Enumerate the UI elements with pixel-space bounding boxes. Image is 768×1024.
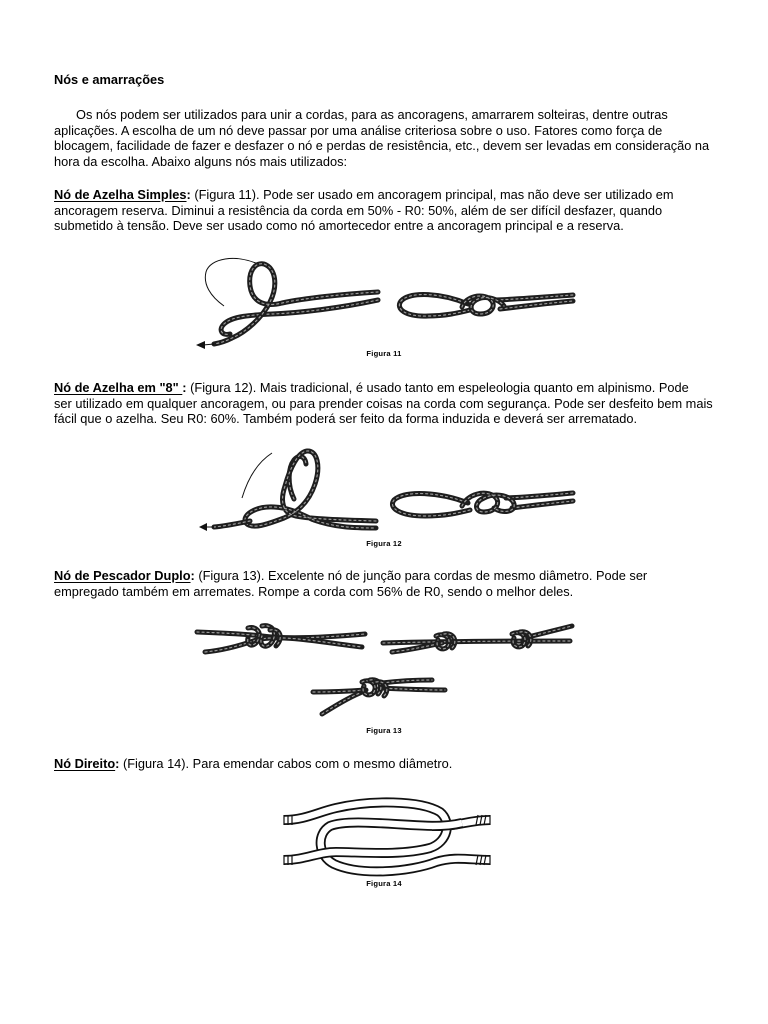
section-pescador-duplo — [54, 568, 647, 599]
section-first-line — [54, 380, 713, 396]
azelha-em-8-finished-drawing — [392, 493, 573, 516]
paragraph-line: ser utilizado em qualquer ancoragem, ou para prender coisas na corda com segurança. Pode ser desfeito bem mais — [54, 395, 713, 411]
knot-name: Nó de Azelha Simples — [54, 187, 187, 202]
square-knot-drawing — [284, 802, 490, 871]
section-first-line — [54, 756, 452, 772]
arrow-head — [199, 523, 207, 531]
cord-crossing-core — [432, 823, 462, 826]
knot-name: Nó de Pescador Duplo — [54, 568, 191, 583]
section-text: (Figura 13). Excelente nó de junção para cordas de mesmo diâmetro. Pode ser — [194, 568, 648, 583]
pescador-duplo-tightened-drawing — [383, 626, 572, 652]
pescador-duplo-loose-drawing — [197, 626, 365, 652]
figure-13-pescador-duplo-illustration — [0, 618, 768, 720]
section-text: (Figura 11). Pode ser usado em ancoragem principal, mas não deve ser utilizado em — [190, 187, 674, 202]
azelha-simples-tying-drawing — [196, 258, 378, 349]
paragraph-line: empregado também em arremates. Rompe a corda com 56% de R0, sendo o melhor deles. — [54, 583, 574, 599]
knot-name-colon: : — [115, 756, 120, 771]
knot-name-colon: : — [186, 187, 191, 202]
paragraph-line: hora da escolha. Abaixo alguns nós mais utilizados: — [54, 153, 348, 169]
section-azelha-simples — [54, 187, 674, 234]
pescador-duplo-detail-drawing — [313, 680, 445, 714]
knot-name-colon: : — [182, 380, 187, 395]
figure-11-azelha-simples-illustration — [0, 250, 768, 350]
figure-12-caption: Figura 12 — [366, 539, 402, 548]
rope-strand — [245, 451, 376, 528]
intro-paragraph — [54, 107, 709, 169]
paragraph-line: submetido à tensão. Deve ser usado como nó amortecedor entre a ancoragem principal e a reserva. — [54, 218, 624, 234]
guide-line — [242, 453, 272, 498]
paragraph-line: ancoragem reserva. Diminui a resistência da corda em 50% - R0: 50%, além de ser difícil desfazer, quando — [54, 202, 663, 218]
rope-strand — [383, 641, 570, 643]
section-text: (Figura 14). Para emendar cabos com o mesmo diâmetro. — [119, 756, 453, 771]
knot-name: Nó Direito — [54, 756, 116, 771]
paragraph-line: blocagem, facilidade de fazer e desfazer o nó e perdas de resistência, etc., devem ser levadas em consideração na — [54, 138, 710, 154]
paragraph-line: aplicações. A escolha de um nó deve passar por uma análise criteriosa sobre o uso. Fatores como força de — [54, 122, 663, 138]
figure-12-azelha-em-8-illustration — [0, 445, 768, 540]
paragraph-line: Os nós podem ser utilizados para unir a cordas, para as ancoragens, amarrarem solteiras, dentre outras — [76, 107, 668, 122]
section-first-line — [54, 187, 674, 203]
section-azelha-em-8 — [54, 380, 713, 427]
section-no-direito — [54, 756, 452, 772]
arrow-head — [196, 341, 205, 349]
figure-13-caption: Figura 13 — [366, 726, 402, 735]
figure-14-caption: Figura 14 — [366, 879, 402, 888]
azelha-simples-finished-drawing — [399, 295, 573, 317]
section-first-line — [54, 568, 647, 584]
knot-name: Nó de Azelha em "8" — [54, 380, 183, 395]
rope-strand — [205, 638, 362, 652]
figure-11-caption: Figura 11 — [366, 349, 402, 358]
figure-14-no-direito-illustration — [0, 795, 768, 880]
azelha-em-8-tying-drawing — [199, 451, 376, 531]
page-title: Nós e amarrações — [54, 72, 165, 87]
section-text: (Figura 12). Mais tradicional, é usado tanto em espeleologia quanto em alpinismo. Pode — [186, 380, 689, 395]
paragraph-line: fácil que o azelha. Seu R0: 60%. Também poderá ser feito da forma induzida e deverá ser arrematado. — [54, 411, 638, 427]
rope-strand-texture — [500, 301, 573, 309]
knot-name-colon: : — [190, 568, 195, 583]
